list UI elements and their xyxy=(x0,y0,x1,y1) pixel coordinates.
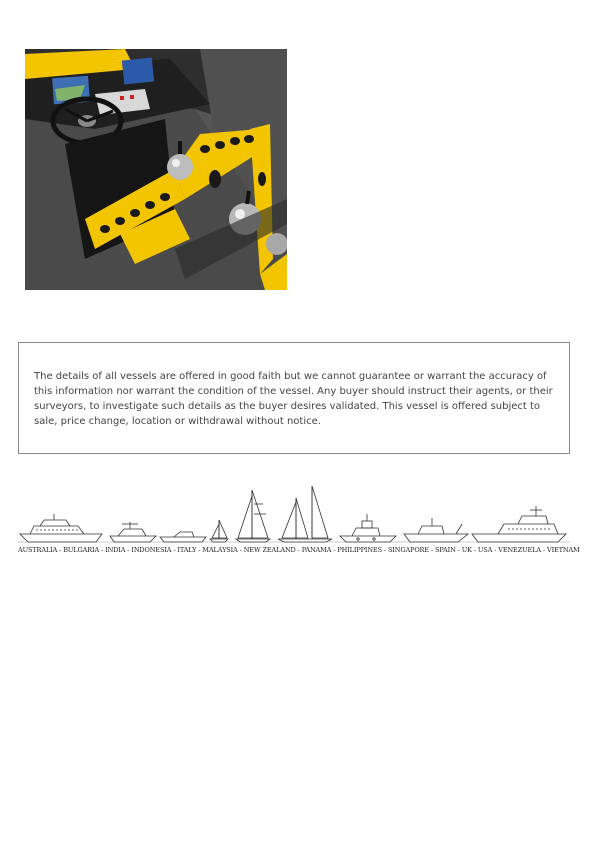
vessel-photo xyxy=(25,49,287,290)
country-list: AUSTRALIA - BULGARIA - INDIA - INDONESIA - ITALY - MALAYSIA - NEW ZEALAND - PANAMA - PHILIPPINES - SINGAPORE - SPAIN - UK - USA - VENEZUELA - VIETNAM xyxy=(18,546,580,554)
expedition-ship-icon xyxy=(472,506,566,542)
dinghy-sail-icon xyxy=(210,520,228,542)
disclaimer-box xyxy=(18,342,570,454)
schooner-icon xyxy=(278,486,332,542)
helm-console-image xyxy=(25,49,287,290)
disclaimer-text: The details of all vessels are offered in good faith but we cannot guarantee or warrant the accuracy of this information nor warrant the condition of the vessel. Any buyer should instruct their agents, or their surveyors, to investigate such details as the buyer desires validated. This vessel is offered subject to sale, price change, location or withdrawal without notice. xyxy=(34,371,553,427)
sport-cruiser-icon xyxy=(110,522,156,542)
sloop-icon xyxy=(236,490,270,542)
fleet-illustration xyxy=(18,484,570,546)
runabout-icon xyxy=(160,532,206,542)
tug-icon xyxy=(340,514,396,542)
motor-yacht-icon xyxy=(20,514,102,542)
trawler-icon xyxy=(404,518,468,542)
